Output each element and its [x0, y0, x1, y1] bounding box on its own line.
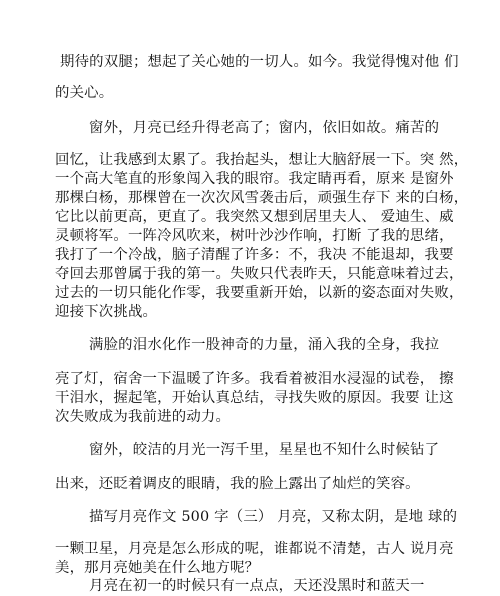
text-line: 迎接下次挑战。 — [55, 304, 158, 320]
text-line: 窗外，月亮已经升得老高了；窗内，依旧如故。痛苦的 — [89, 120, 440, 136]
text-line: 它比以前更高，更直了。我突然又想到居里夫人、 爱迪生、威 — [55, 209, 454, 225]
text-line: 那棵白杨，那棵曾在一次次风雪袭击后，顽强生存下 来的白杨， — [55, 190, 469, 206]
text-line: 描写月亮作文 500 字（三） 月亮，又称太阴，是地 球的 — [89, 509, 458, 525]
text-line: 干泪水，握起笔，开始认真总结，寻找失败的原因。我要 让这 — [55, 390, 454, 406]
text-line: 美，那月亮她美在什么地方呢？ — [55, 560, 260, 576]
text-line: 月亮在初一的时候只有一点点，天还没黑时和蓝天一 — [89, 578, 425, 594]
text-line: 回忆，让我感到太累了。我抬起头，想让大脑舒展一下。突 然， — [55, 152, 469, 168]
text-line: 一颗卫星，月亮是怎么形成的呢，谁都说不清楚，古人 说月亮 — [55, 541, 454, 557]
text-line: 过去的一切只能化作零，我要重新开始，以新的姿态面对失败， — [55, 285, 464, 301]
text-line: 期待的双腿；想起了关心她的一切人。如今。我觉得愧对他 们 — [60, 54, 459, 70]
text-line: 夺回去那曾属于我的第一。失败只代表昨天，只能意味着过去， — [55, 266, 464, 282]
text-line: 灵顿将军。一阵冷风吹来，树叶沙沙作响，打断 了我的思绪， — [55, 228, 454, 244]
text-line: 窗外，皎洁的月光一泻千里，星星也不知什么时候钻了 — [89, 442, 440, 458]
text-line: 我打了一个冷战，脑子清醒了许多：不，我决 不能退却，我要 — [55, 247, 454, 263]
text-line: 的关心。 — [55, 85, 114, 101]
text-line: 出来，还眨着调皮的眼睛，我的脸上露出了灿烂的笑容。 — [55, 476, 420, 492]
text-line: 满脸的泪水化作一股神奇的力量，涌入我的全身，我拉 — [89, 337, 440, 353]
text-line: 一个高大笔直的形象闯入我的眼帘。我定睛再看，原来 是窗外 — [55, 171, 454, 187]
text-line: 次失败成为我前进的动力。 — [55, 409, 231, 425]
text-line: 亮了灯，宿舍一下温暖了许多。我看着被泪水浸湿的试卷， 擦 — [55, 371, 454, 387]
